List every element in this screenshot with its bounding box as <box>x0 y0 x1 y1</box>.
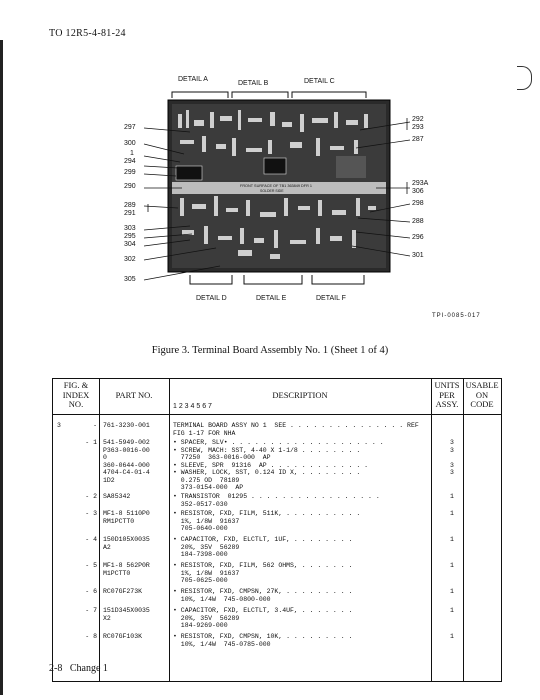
callout: 290 <box>124 183 136 190</box>
detail-label-d: DETAIL D <box>196 295 227 302</box>
detail-label-a: DETAIL A <box>178 76 208 83</box>
description: • TRANSISTOR 01295 . . . . . . . . . . . . . . . . . 352-0517-030 <box>173 493 380 508</box>
callout: 292 <box>412 116 424 123</box>
tab-marker <box>517 66 532 90</box>
page-footer <box>49 663 108 674</box>
callout: 302 <box>124 256 136 263</box>
description: • SPACER, SLV• . . . . . . . . . . . . . . . . . . . . • SCREW, MACH: SST, 4-40 X 1-1/8 . . . . . . . . 77250 363-0016-000 AP • SLEEVE, SPR 91316 AP . . . . . . . . . . . . . • WASHER, LOCK, SST, 0.124 ID X, . . . . . . . . 0.275 OD 78189 373-0154-000 AP <box>173 439 384 491</box>
units-per-assy: 1 <box>450 588 454 595</box>
callout: 298 <box>412 200 424 207</box>
part-number: 761-3230-001 <box>103 422 150 429</box>
change-note: Change 1 <box>69 663 108 674</box>
units-per-assy: 1 <box>450 633 454 640</box>
callout: 306 <box>412 188 424 195</box>
description: • CAPACITOR, FXD, ELCTLT, 3.4UF, . . . . . . . 20%, 35V 56289 184-9269-000 <box>173 607 353 629</box>
index-number: - 8 <box>85 633 97 640</box>
callout: 301 <box>412 252 424 259</box>
callout: 300 <box>124 140 136 147</box>
callout: 287 <box>412 136 424 143</box>
index-number: - 2 <box>85 493 97 500</box>
description: • RESISTOR, FXD, CMPSN, 27K, . . . . . . . . . 10%, 1/4W 745-0800-000 <box>173 588 353 603</box>
header-divider <box>53 414 501 415</box>
part-number: MF1-8 562P0R M1PCTT0 <box>103 562 150 577</box>
description: • RESISTOR, FXD, FILM, 511K, . . . . . . . . . . 1%, 1/8W 91637 705-0640-000 <box>173 510 361 532</box>
callout: 289 <box>124 202 136 209</box>
parts-list-table <box>52 378 502 682</box>
part-number: SA85342 <box>103 493 131 500</box>
index-number: - 1 <box>85 439 97 446</box>
document-id: TO 12R5-4-81-24 <box>49 28 126 39</box>
units-per-assy: 3 3 3 3 <box>450 439 454 476</box>
callout: 293A <box>412 180 429 187</box>
column-divider <box>169 379 170 681</box>
callout: 293 <box>412 124 424 131</box>
part-number: 151D345X0035 X2 <box>103 607 150 622</box>
callout: 299 <box>124 169 136 176</box>
units-per-assy: 1 <box>450 562 454 569</box>
callout: 297 <box>124 124 136 131</box>
detail-label-b: DETAIL B <box>238 80 269 87</box>
callout: 291 <box>124 210 136 217</box>
description: TERMINAL BOARD ASSY NO 1 SEE . . . . . . . . . . . . . . . REF FIG 1-17 FOR NHA <box>173 422 419 437</box>
index-number: - 4 <box>85 536 97 543</box>
callout: 294 <box>124 158 136 165</box>
column-divider <box>99 379 100 681</box>
index-number: - <box>93 422 97 429</box>
description: • RESISTOR, FXD, FILM, 562 OHMS, . . . . . . . 1%, 1/8W 91637 705-0625-000 <box>173 562 353 584</box>
page-number: 2-8 <box>49 663 63 674</box>
header-fig-index: FIG. & INDEX NO. <box>62 380 90 409</box>
part-number: MF1-8 5110P0 RM1PCTT0 <box>103 510 150 525</box>
figure-caption: Figure 3. Terminal Board Assembly No. 1 (Sheet 1 of 4) <box>151 345 389 356</box>
callout: 303 <box>124 225 136 232</box>
units-per-assy: 1 <box>450 607 454 614</box>
detail-label-e: DETAIL E <box>256 295 287 302</box>
index-number: - 7 <box>85 607 97 614</box>
board-front-text: FRONT SURFACE OF TB1 363849 DFR 1 <box>240 184 313 188</box>
part-number: 541-5949-002 P363-0016-00 0 360-0644-000 4704-C4-01-4 1D2 <box>103 439 150 484</box>
callout: 304 <box>124 241 136 248</box>
header-units-per-assy: UNITS PER ASSY. <box>434 380 460 409</box>
callout: 295 <box>124 233 136 240</box>
header-description: DESCRIPTION <box>272 390 328 400</box>
index-number: - 6 <box>85 588 97 595</box>
index-number: - 5 <box>85 562 97 569</box>
description: • CAPACITOR, FXD, ELCTLT, 1UF, . . . . . . . . 20%, 35V 56289 184-7398-000 <box>173 536 353 558</box>
part-number: 150D105X0035 A2 <box>103 536 150 551</box>
board-solder-text: SOLDER SIDE <box>260 189 284 193</box>
detail-label-c: DETAIL C <box>304 78 335 85</box>
part-number: RC07GF103K <box>103 633 143 640</box>
header-usable-on-code: USABLE ON CODE <box>465 380 499 409</box>
terminal-board-figure <box>120 70 450 330</box>
figure-reference-code: TPI-0085-017 <box>432 313 481 319</box>
header-indent-levels: 1 2 3 4 5 6 7 <box>173 403 212 410</box>
fig-number: 3 <box>57 422 61 429</box>
units-per-assy: 1 <box>450 510 454 517</box>
index-number: - 3 <box>85 510 97 517</box>
callout: 305 <box>124 276 136 283</box>
units-per-assy: 1 <box>450 493 454 500</box>
detail-label-f: DETAIL F <box>316 295 346 302</box>
part-number: RC07GF273K <box>103 588 143 595</box>
callout: 296 <box>412 234 424 241</box>
header-part-no: PART NO. <box>115 390 153 400</box>
page-edge-bar <box>0 40 3 695</box>
units-per-assy: 1 <box>450 536 454 543</box>
board-illustration <box>120 70 450 330</box>
callout: 288 <box>412 218 424 225</box>
callout: 1 <box>130 150 134 157</box>
description: • RESISTOR, FXD, CMPSN, 10K, . . . . . . . . . 10%, 1/4W 745-0785-000 <box>173 633 353 648</box>
